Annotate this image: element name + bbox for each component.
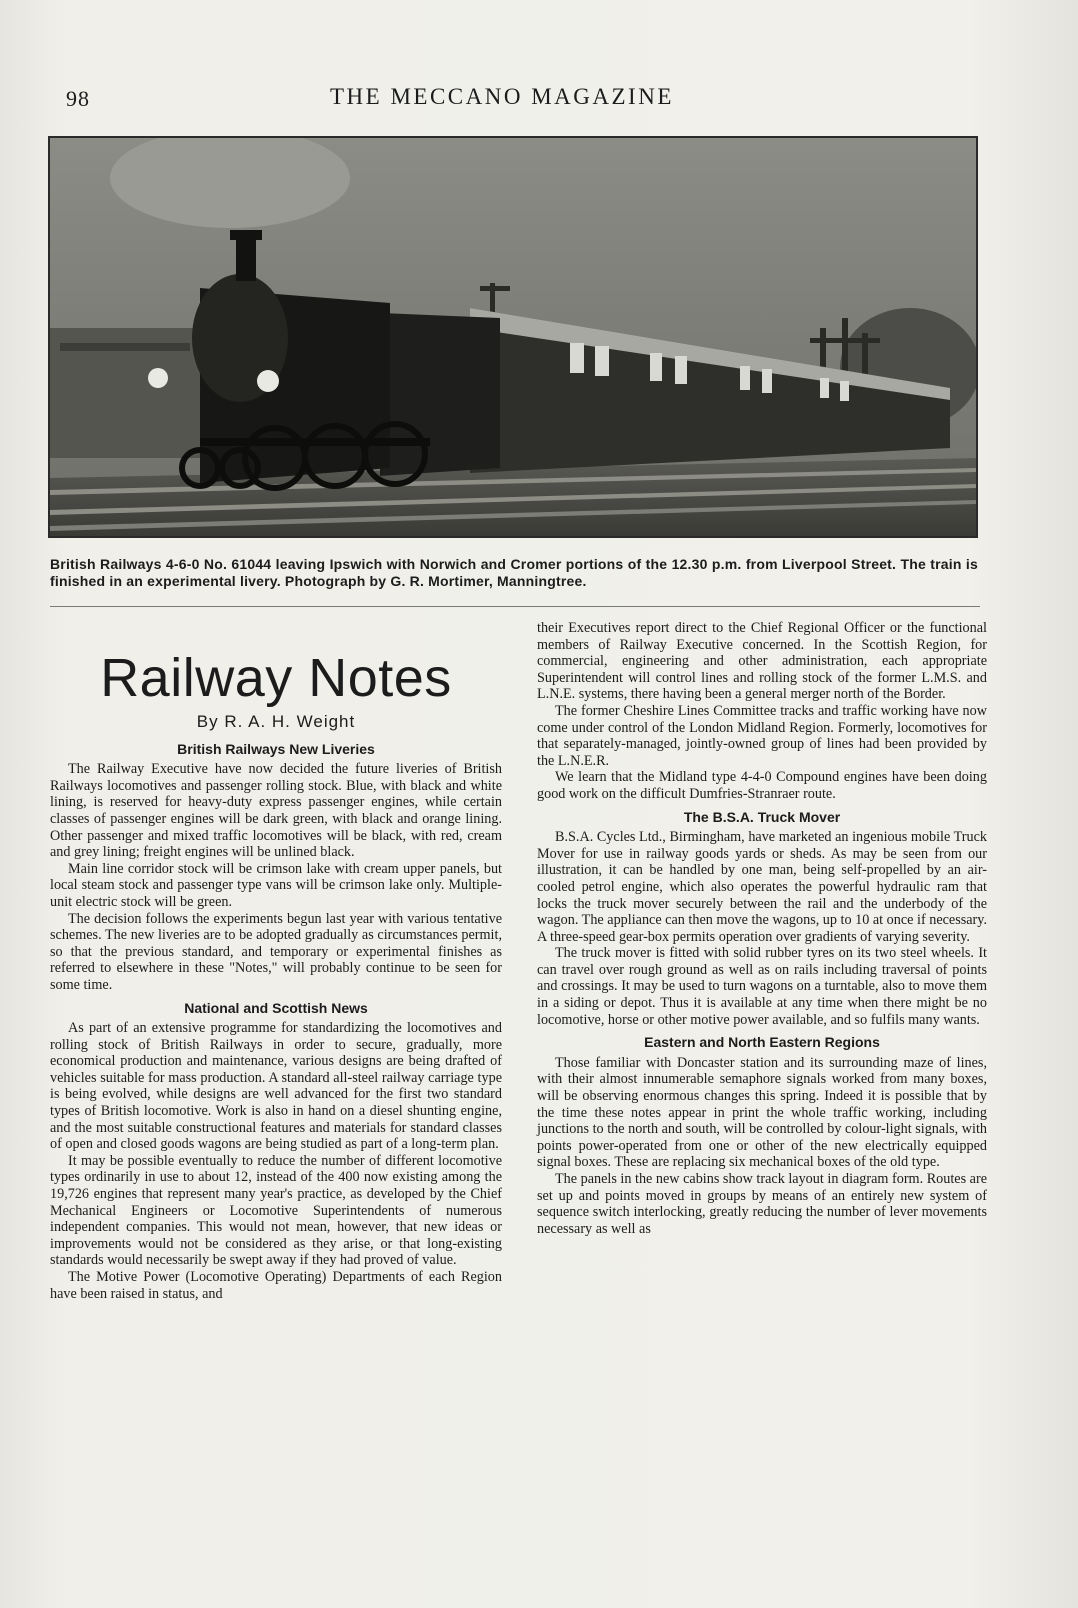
paragraph: We learn that the Midland type 4-4-0 Compound engines have been doing good work on the difficult Dumfries-Stranraer route. — [537, 769, 987, 802]
divider-rule — [50, 606, 980, 607]
paragraph: Main line corridor stock will be crimson lake with cream upper panels, but local steam stock and passenger type vans will be crimson lake only. Multiple-unit electric stock will be green. — [50, 860, 502, 910]
right-column — [537, 620, 987, 1237]
paragraph: It may be possible eventually to reduce the number of different locomotive types ordinarily in use to about 12, instead of the 400 now existing among the 19,726 engines that represent many year's practice, as developed by the Chief Mechanical Engineers or Locomotive Superintendents of numerous independent companies. This would not mean, however, that new ideas or improvements would not be considered as they arise, or that long-existing standards would necessarily be swept away if they had proved of value. — [50, 1152, 502, 1269]
photo-caption: British Railways 4-6-0 No. 61044 leaving Ipswich with Norwich and Cromer portions of the 12.30 p.m. from Liverpool Street. The train is finished in an experimental livery. Photograph by G. R. Mortimer, Manningtree. — [50, 556, 978, 589]
paragraph: As part of an extensive programme for standardizing the locomotives and rolling stock of British Railways in order to secure, gradually, more economical production and maintenance, various designs are being drafted of vehicles suitable for mass production. A standard all-steel railway carriage type is being evolved, while designs are well advanced for the first two standard types of British locomotive. Work is also in hand on a diesel shunting engine, and the most suitable constructional features and materials for standard classes of open and closed goods wagons are being studied as part of a long-term plan. — [50, 1020, 502, 1153]
article-title: Railway Notes — [100, 648, 452, 708]
paragraph: The former Cheshire Lines Committee tracks and traffic working have now come under control of the London Midland Region. Formerly, locomotives for that separately-managed, jointly-owned group of lines had been provided by the L.N.E.R. — [537, 702, 987, 769]
paragraph: their Executives report direct to the Chief Regional Officer or the functional members of Railway Executive concerned. In the Scottish Region, for commercial, engineering and other administration, each appropriate Superintendent will control lines and rolling stock of the former L.M.S. and L.N.E. systems, there having been a general merger north of the Border. — [537, 620, 987, 703]
left-column — [50, 620, 502, 1302]
paragraph: B.S.A. Cycles Ltd., Birmingham, have marketed an ingenious mobile Truck Mover for use in railway goods yards or sheds. As may be seen from our illustration, it can be handled by one man, being self-propelled by an air-cooled petrol engine, which also operates the powerful hydraulic ram that locks the truck mover securely between the rail and the underbody of the wagon. The appliance can then move the wagons, up to 10 at once if necessary. A three-speed gear-box permits operation over gradients of varying severity. — [537, 829, 987, 945]
page-number: 98 — [66, 86, 90, 111]
magazine-title: THE MECCANO MAGAZINE — [330, 84, 674, 109]
train-photograph — [48, 136, 978, 538]
paragraph: Those familiar with Doncaster station and its surrounding maze of lines, with their almost innumerable semaphore signals worked from many boxes, will be observing enormous changes this spring. Indeed it is possible that by the time these notes appear in print the whole traffic working, including junctions to the north and south, will be controlled by colour-light signals, with points power-operated from one or other of the new electrically equipped signal boxes. These are replacing six mechanical boxes of the old type. — [537, 1054, 987, 1171]
section-heading: National and Scottish News — [184, 999, 368, 1016]
article-byline: By R. A. H. Weight — [196, 712, 356, 731]
paragraph: The Motive Power (Locomotive Operating) Departments of each Region have been raised in status, and — [50, 1269, 502, 1302]
section-heading: Eastern and North Eastern Regions — [644, 1034, 880, 1051]
section-heading: The B.S.A. Truck Mover — [683, 808, 841, 825]
paragraph: The decision follows the experiments begun last year with various tentative schemes. The new liveries are to be adopted gradually as circumstances permit, so that the previous standard, and temporary or experimental finishes as referred to elsewhere in these "Notes," will probably continue to be seen for some time. — [50, 910, 502, 993]
section-heading: British Railways New Liveries — [177, 740, 375, 757]
paragraph: The Railway Executive have now decided the future liveries of British Railways locomotives and passenger rolling stock. Blue, with black and white lining, is reserved for heavy-duty express passenger engines, while certain classes of passenger engines will be dark green, with black and orange lining. Other passenger and mixed traffic locomotives will be black, with red, cream and grey lining; freight engines will be unlined black. — [50, 761, 502, 861]
train-photo-illustration — [50, 138, 976, 536]
paragraph: The truck mover is fitted with solid rubber tyres on its two steel wheels. It can travel over rough ground as well as on rails including traversal of points and crossings. It may be used to turn wagons on a turntable, also to move them in a siding or depot. Thus it is available at any time when there might be no locomotive, horse or other motive power available, and so fulfils many wants. — [537, 945, 987, 1028]
paragraph: The panels in the new cabins show track layout in diagram form. Routes are set up and points moved in groups by means of an entirely new system of sequence switch interlocking, greatly reducing the number of lever movements necessary as well as — [537, 1171, 987, 1237]
